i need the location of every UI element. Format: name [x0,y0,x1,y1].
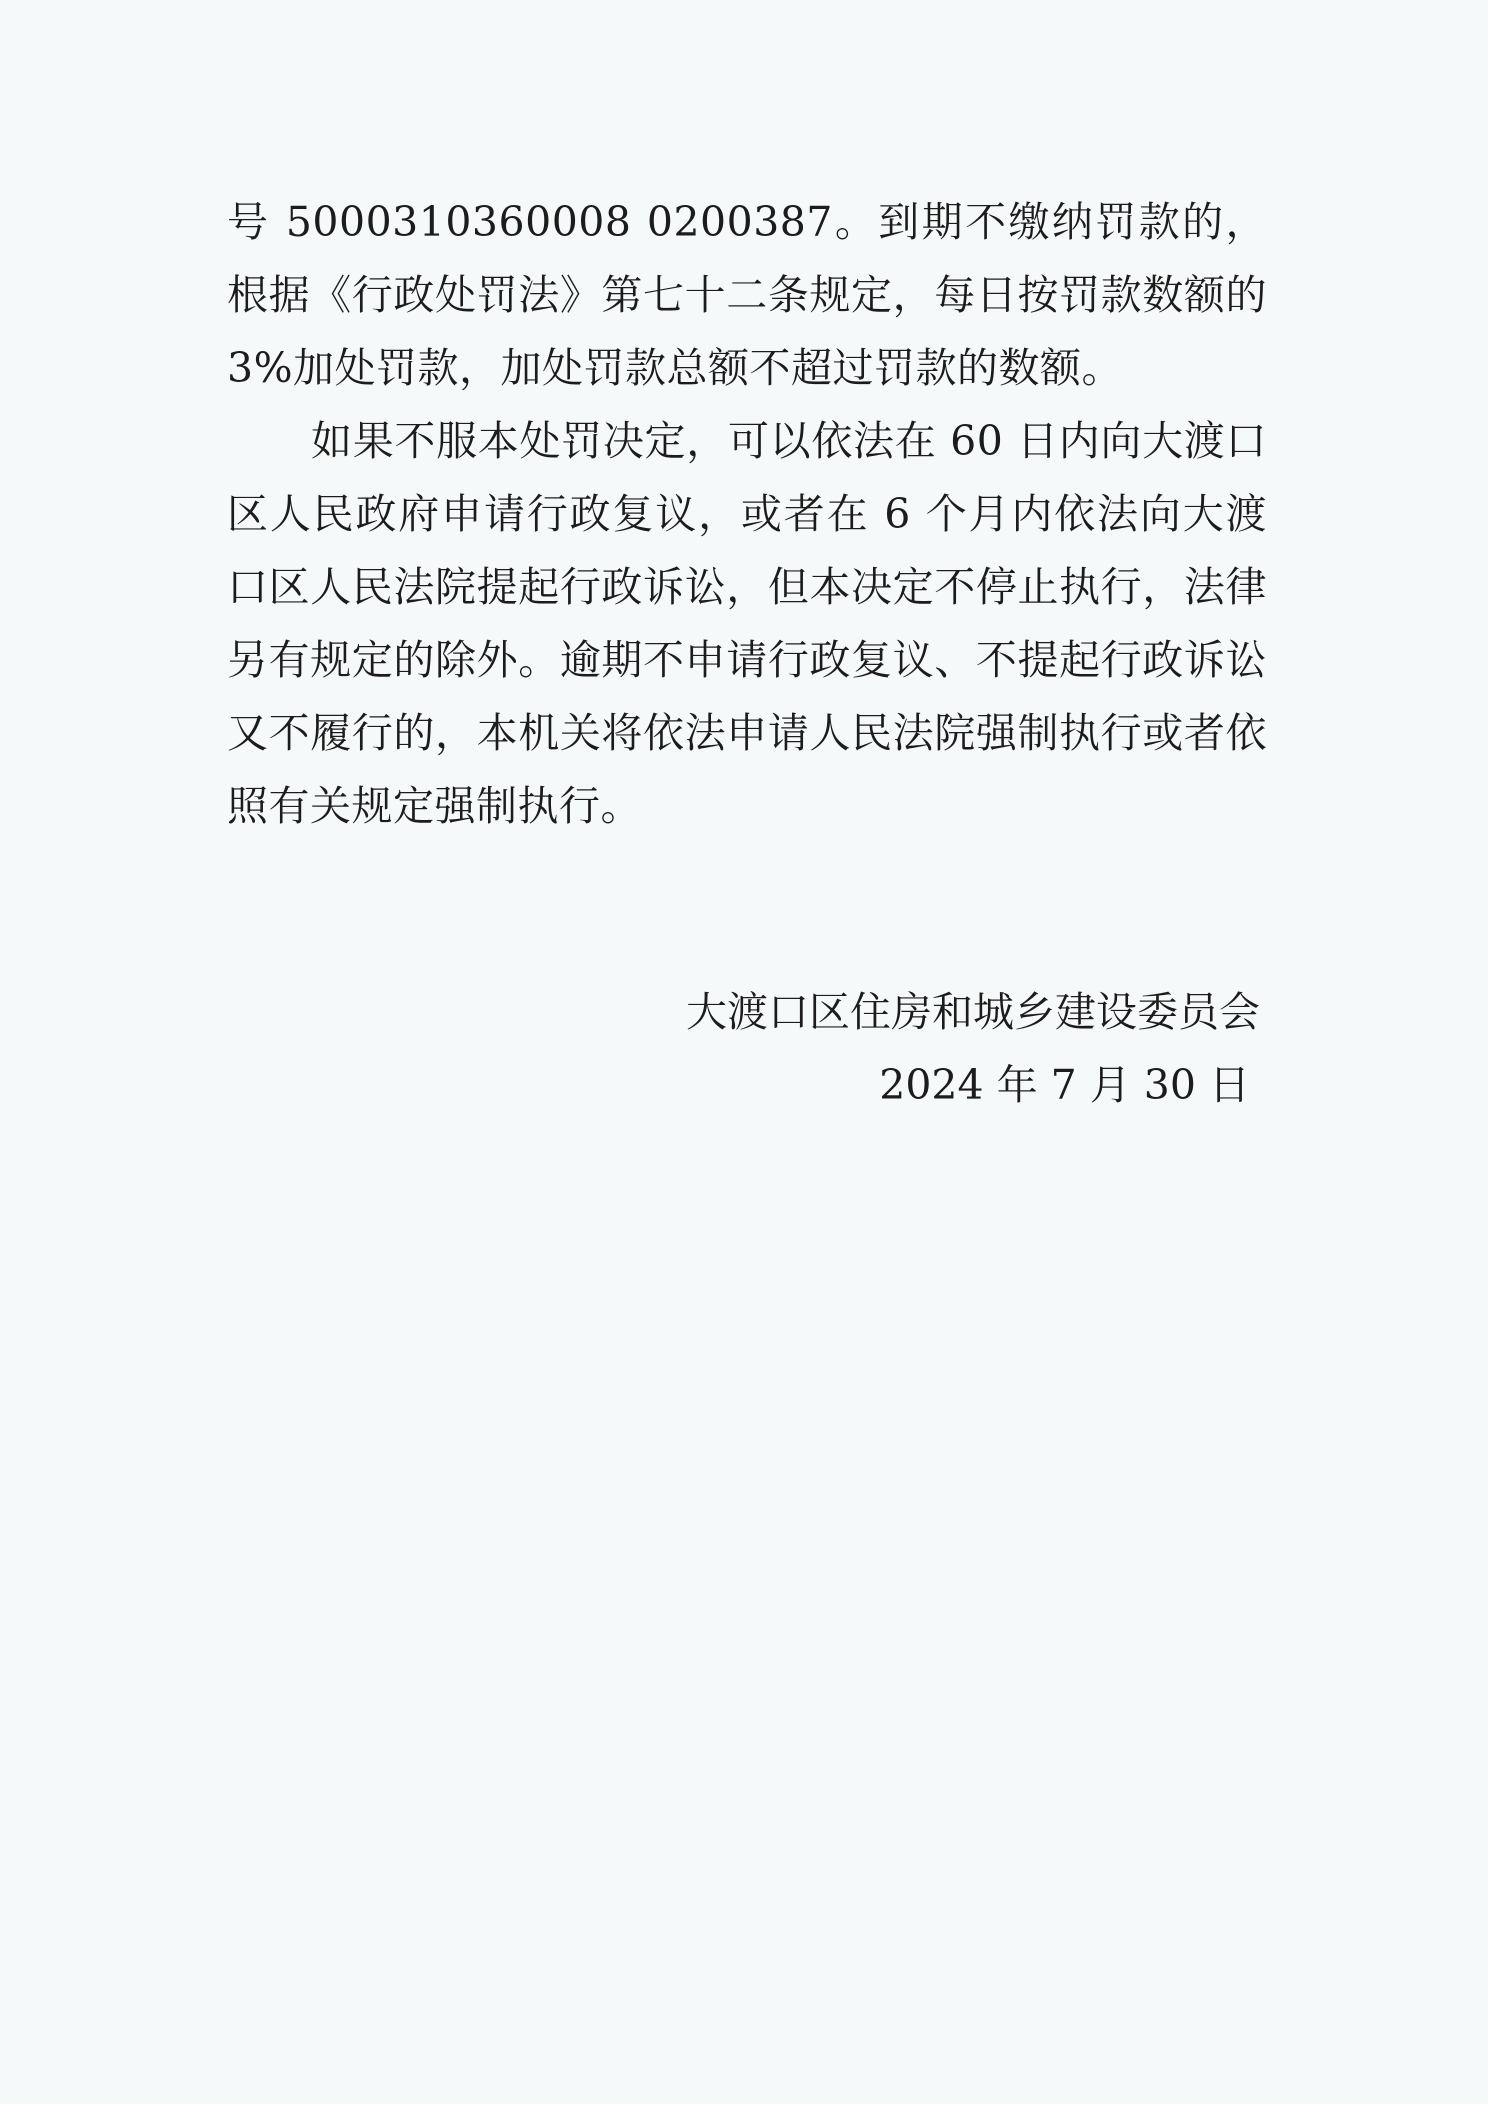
paragraph-payment-notice: 号 5000310360008 0200387。到期不缴纳罚款的，根据《行政处罚法》第七十二条规定，每日按罚款数额的 3%加处罚款，加处罚款总额不超过罚款的数额。 [227,198,1267,392]
issuing-organization: 大渡口区住房和城乡建设委员会 [686,988,1260,1036]
document-body [227,186,1267,843]
paragraph-appeal-rights: 如果不服本处罚决定，可以依法在 60 日内向大渡口区人民政府申请行政复议，或者在 6 个月内依法向大渡口区人民法院提起行政诉讼，但本决定不停止执行，法律另有规定的除外。逾期不申请行政复议、不提起行政诉讼又不履行的，本机关将依法申请人民法院强制执行或者依照有关规定强制执行。 [227,417,1267,830]
issue-date: 2024 年 7 月 30 日 [879,1061,1250,1109]
signature-block [686,976,1260,1122]
